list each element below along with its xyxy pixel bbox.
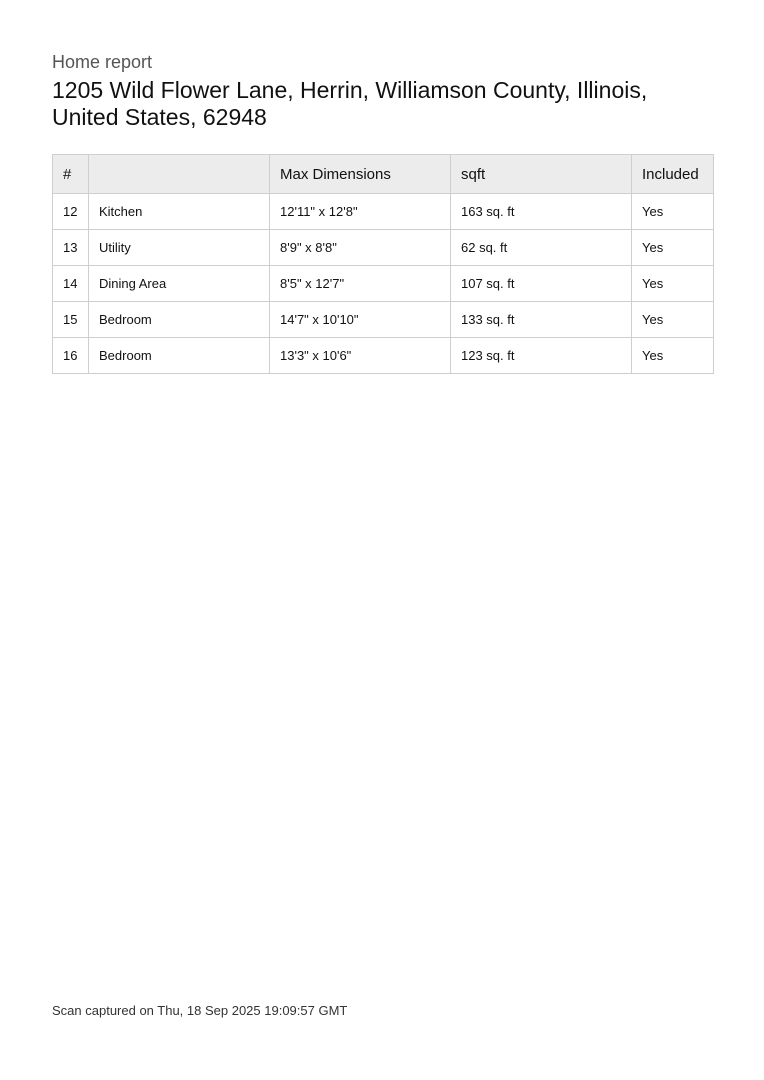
table-header-row bbox=[53, 155, 714, 194]
table-row bbox=[53, 338, 714, 374]
room-dimensions: 13'3" x 10'6" bbox=[270, 338, 451, 374]
column-header-max-dimensions: Max Dimensions bbox=[270, 155, 451, 194]
room-number: 13 bbox=[53, 230, 89, 266]
column-header-number: # bbox=[53, 155, 89, 194]
page-title: 1205 Wild Flower Lane, Herrin, Williamson County, Illinois, United States, 62948 bbox=[52, 77, 648, 130]
room-dimensions: 8'9" x 8'8" bbox=[270, 230, 451, 266]
room-number: 14 bbox=[53, 266, 89, 302]
room-name: Utility bbox=[89, 230, 270, 266]
rooms-table bbox=[52, 154, 714, 374]
room-dimensions: 14'7" x 10'10" bbox=[270, 302, 451, 338]
room-name: Kitchen bbox=[89, 194, 270, 230]
room-sqft: 163 sq. ft bbox=[451, 194, 632, 230]
room-number: 15 bbox=[53, 302, 89, 338]
room-sqft: 123 sq. ft bbox=[451, 338, 632, 374]
table-row bbox=[53, 230, 714, 266]
room-included: Yes bbox=[632, 194, 714, 230]
room-name: Bedroom bbox=[89, 302, 270, 338]
column-header-included: Included bbox=[632, 155, 714, 194]
room-included: Yes bbox=[632, 266, 714, 302]
room-included: Yes bbox=[632, 302, 714, 338]
column-header-room bbox=[89, 155, 270, 194]
room-included: Yes bbox=[632, 338, 714, 374]
room-sqft: 133 sq. ft bbox=[451, 302, 632, 338]
column-header-sqft: sqft bbox=[451, 155, 632, 194]
table-row bbox=[53, 266, 714, 302]
room-number: 16 bbox=[53, 338, 89, 374]
room-sqft: 107 sq. ft bbox=[451, 266, 632, 302]
scan-timestamp: Scan captured on Thu, 18 Sep 2025 19:09:57 GMT bbox=[52, 1003, 348, 1018]
room-name: Dining Area bbox=[89, 266, 270, 302]
room-number: 12 bbox=[53, 194, 89, 230]
room-included: Yes bbox=[632, 230, 714, 266]
room-dimensions: 8'5" x 12'7" bbox=[270, 266, 451, 302]
report-label: Home report bbox=[52, 52, 153, 72]
room-dimensions: 12'11" x 12'8" bbox=[270, 194, 451, 230]
room-name: Bedroom bbox=[89, 338, 270, 374]
room-sqft: 62 sq. ft bbox=[451, 230, 632, 266]
table-row bbox=[53, 194, 714, 230]
table-row bbox=[53, 302, 714, 338]
